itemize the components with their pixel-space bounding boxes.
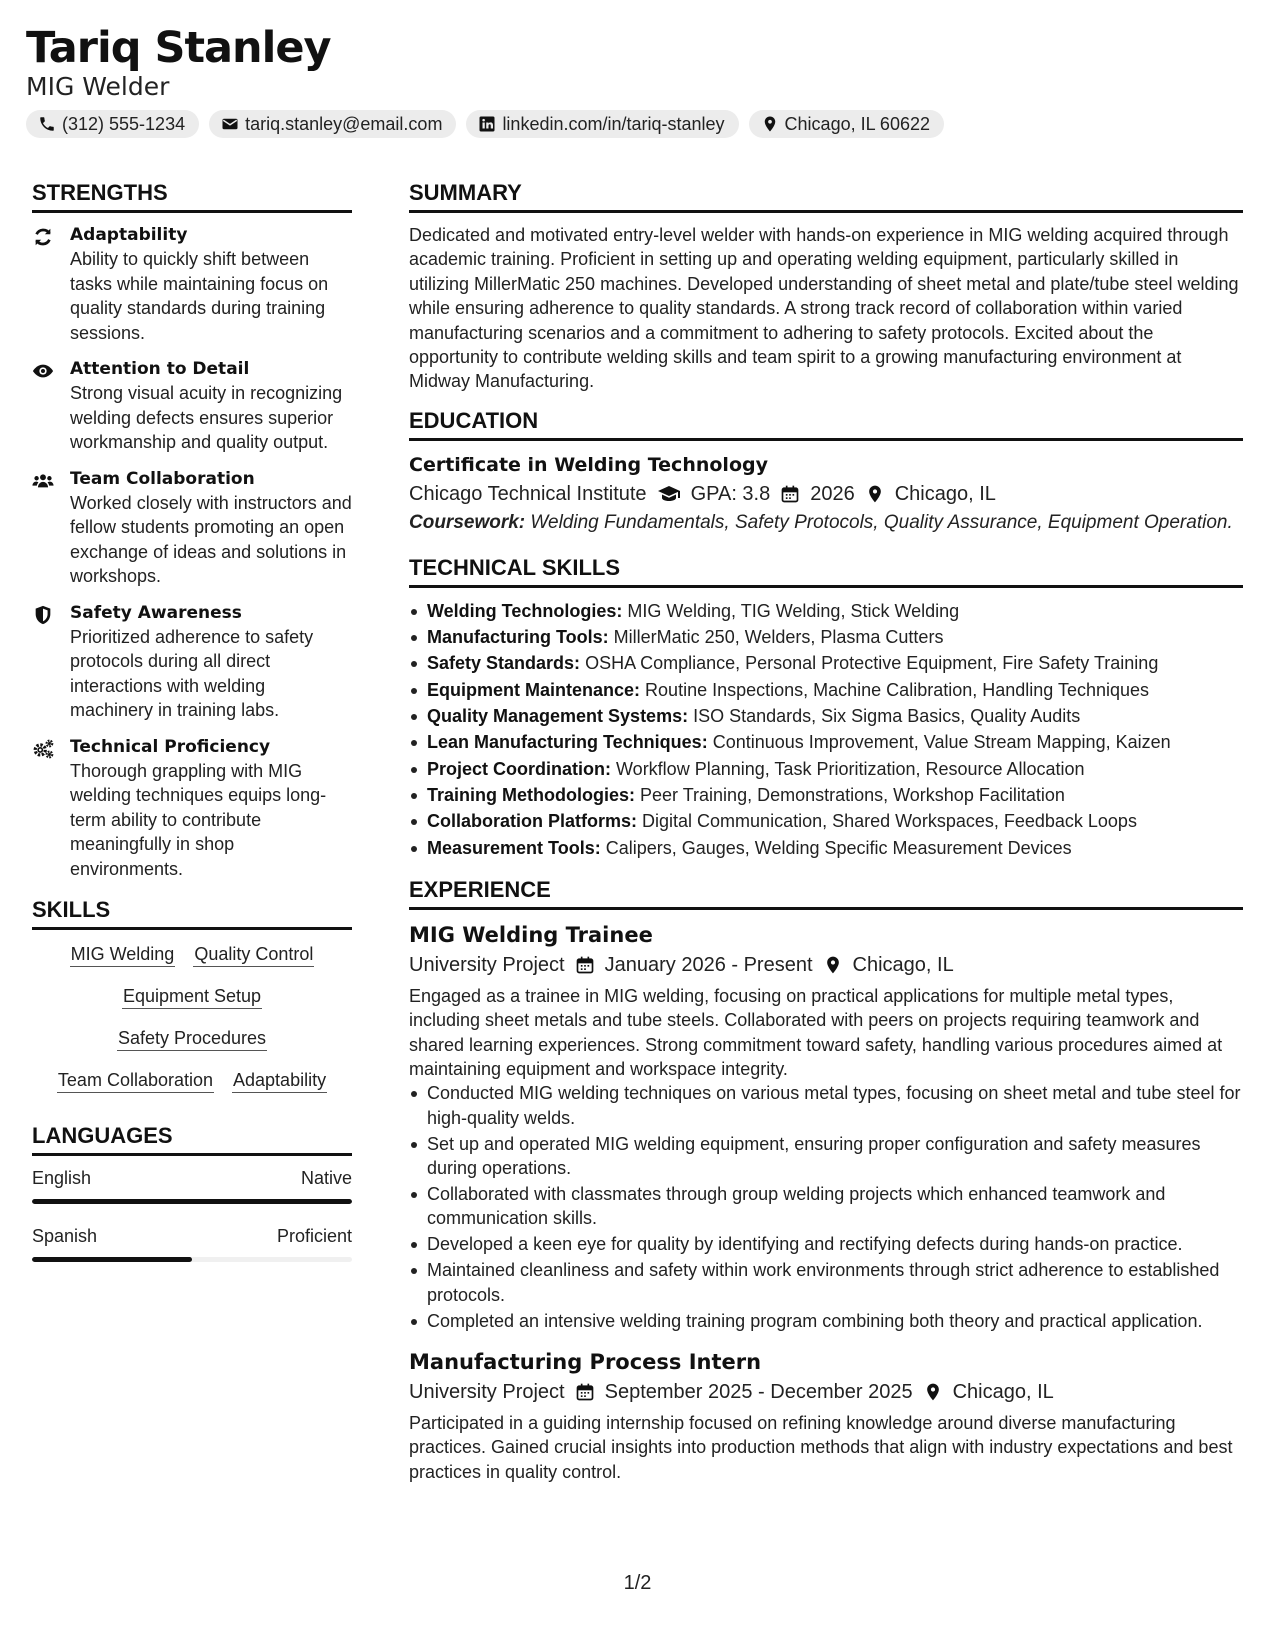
language-bar-fill: [32, 1257, 192, 1262]
strengths-title: STRENGTHS: [32, 180, 352, 213]
list-item: Collaborated with classmates through group welding projects which enhanced teamwork and communication skills.: [409, 1182, 1243, 1231]
shield-icon: [32, 604, 54, 626]
education-location: Chicago, IL: [894, 482, 996, 505]
list-item: Collaboration Platforms: Digital Communication, Shared Workspaces, Feedback Loops: [409, 808, 1243, 834]
skills-section: [32, 897, 352, 1093]
list-item: Conducted MIG welding techniques on various metal types, focusing on sheet metal and tube steel for high-quality welds.: [409, 1081, 1243, 1130]
job-entry: [409, 920, 1243, 1333]
job-location: Chicago, IL: [952, 1381, 1054, 1403]
language-name: English: [32, 1168, 92, 1188]
strength-desc: Worked closely with instructors and fellow students promoting an open exchange of ideas and solutions in workshops.: [70, 492, 352, 586]
list-item: Training Methodologies: Peer Training, Demonstrations, Workshop Facilitation: [409, 782, 1243, 808]
job-meta: [409, 1377, 1243, 1407]
language-bar-fill: [32, 1199, 352, 1204]
education-meta: [409, 479, 1243, 509]
calendar-icon: [780, 484, 800, 504]
experience-section: [409, 877, 1243, 1484]
contact-location-text: Chicago, IL 60622: [784, 113, 930, 134]
strength-title: Adaptability: [70, 225, 188, 245]
strength-item: [32, 223, 352, 345]
list-item: Manufacturing Tools: MillerMatic 250, Welders, Plasma Cutters: [409, 624, 1243, 650]
skill-tag: Adaptability: [232, 1068, 327, 1093]
contact-linkedin-text: linkedin.com/in/tariq-stanley: [502, 113, 725, 134]
degree-title: Certificate in Welding Technology: [409, 453, 768, 476]
language-bar: [32, 1257, 352, 1262]
strength-desc: Thorough grappling with MIG welding techniques equips long-term ability to contribute meaningfully in shop environments.: [70, 760, 327, 879]
skill-tag: MIG Welding: [70, 942, 176, 967]
job-org: University Project: [409, 1381, 565, 1403]
contact-location[interactable]: [749, 110, 944, 138]
list-item: Developed a keen eye for quality by identifying and rectifying defects during hands-on practice.: [409, 1232, 1243, 1256]
strength-desc: Strong visual acuity in recognizing welding defects ensures superior workmanship and quality output.: [70, 383, 343, 452]
envelope-icon: [221, 115, 239, 133]
job-title: MIG Welding Trainee: [409, 922, 653, 947]
language-item: [32, 1166, 352, 1204]
list-item: Measurement Tools: Calipers, Gauges, Welding Specific Measurement Devices: [409, 835, 1243, 861]
job-description: Engaged as a trainee in MIG welding, focusing on practical applications for multiple metal types, including sheet metals and tube steels. Collaborated with peers on projects requiring teamwork and shared learning experiences. Strong commitment toward safety, handling various procedures aimed at maintaining equipment and workspace integrity.: [409, 985, 1223, 1080]
map-pin-icon: [823, 955, 843, 975]
users-icon: [32, 470, 54, 492]
education-title: EDUCATION: [409, 408, 1243, 441]
skill-row: [32, 1068, 352, 1093]
candidate-name: Tariq Stanley: [26, 23, 331, 73]
left-column: [32, 180, 352, 1282]
education-section: [409, 408, 1243, 535]
list-item: Lean Manufacturing Techniques: Continuous Improvement, Value Stream Mapping, Kaizen: [409, 729, 1243, 755]
gears-icon: [32, 738, 54, 760]
graduation-cap-icon: [657, 482, 681, 506]
list-item: Quality Management Systems: ISO Standards, Six Sigma Basics, Quality Audits: [409, 703, 1243, 729]
skill-tag: Team Collaboration: [57, 1068, 214, 1093]
job-meta: [409, 950, 1243, 980]
technical-skills-list: [409, 598, 1243, 861]
graduation-year: 2026: [810, 482, 855, 505]
summary-title: SUMMARY: [409, 180, 1243, 213]
strength-title: Technical Proficiency: [70, 736, 271, 757]
job-entry: [409, 1347, 1243, 1484]
technical-skills-section: [409, 555, 1243, 861]
phone-icon: [38, 115, 56, 133]
contact-email[interactable]: [209, 110, 456, 138]
list-item: Maintained cleanliness and safety within work environments through strict adherence to established protocols.: [409, 1258, 1243, 1307]
job-org: University Project: [409, 953, 565, 976]
language-level: Native: [300, 1168, 352, 1188]
coursework: [409, 511, 1243, 535]
contact-phone[interactable]: [26, 110, 199, 138]
language-item: [32, 1224, 352, 1262]
resume-header: [26, 22, 1246, 138]
strength-item: [32, 601, 352, 723]
job-dates: September 2025 - December 2025: [604, 1381, 913, 1403]
languages-section: [32, 1123, 352, 1262]
strength-title: Safety Awareness: [70, 602, 242, 623]
list-item: Set up and operated MIG welding equipment, ensuring proper configuration and safety measures during operations.: [409, 1132, 1243, 1181]
job-description: Participated in a guiding internship focused on refining knowledge around diverse manufacturing practices. Gained crucial insights into production methods that align with industry expectations and best practices in quality control.: [409, 1413, 1233, 1482]
coursework-text: Welding Fundamentals, Safety Protocols, Quality Assurance, Equipment Operation.: [530, 511, 1233, 533]
skill-tag: Equipment Setup: [122, 984, 262, 1009]
map-pin-icon: [923, 1382, 943, 1402]
list-item: Welding Technologies: MIG Welding, TIG Welding, Stick Welding: [409, 598, 1243, 624]
strength-item: [32, 467, 352, 589]
strength-item: [32, 357, 352, 455]
map-pin-icon: [865, 484, 885, 504]
summary-section: [409, 180, 1243, 394]
refresh-icon: [32, 226, 54, 248]
list-item: Project Coordination: Workflow Planning, Task Prioritization, Resource Allocation: [409, 756, 1243, 782]
job-location: Chicago, IL: [852, 953, 954, 976]
skills-title: SKILLS: [32, 897, 352, 930]
page-number: 1/2: [623, 1572, 652, 1594]
coursework-label: Coursework:: [409, 511, 526, 533]
contact-email-text: tariq.stanley@email.com: [245, 113, 443, 134]
job-bullets: [409, 1081, 1243, 1333]
summary-text: Dedicated and motivated entry-level welder with hands-on experience in MIG welding acquired through academic training. Proficient in setting up and operating welding equipment, particularly skilled in utilizing MillerMatic 250 machines. Developed understanding of sheet metal and plate/tube steel welding while ensuring adherence to quality standards. A strong track record of collaboration within varied manufacturing scenarios and a commitment to adhering to safety protocols. Excited about the opportunity to contribute welding skills and team spirit to a growing manufacturing environment at Midway Manufacturing.: [409, 225, 1239, 392]
language-bar: [32, 1199, 352, 1204]
calendar-icon: [575, 1382, 595, 1402]
list-item: Completed an intensive welding training program combining both theory and practical application.: [409, 1309, 1243, 1333]
list-item: Equipment Maintenance: Routine Inspections, Machine Calibration, Handling Techniques: [409, 677, 1243, 703]
experience-title: EXPERIENCE: [409, 877, 1243, 910]
strength-title: Attention to Detail: [70, 359, 250, 379]
language-name: Spanish: [32, 1226, 98, 1246]
contact-linkedin[interactable]: [466, 110, 738, 138]
strength-desc: Prioritized adherence to safety protocols during all direct interactions with welding machinery in training labs.: [70, 626, 314, 720]
skill-row: [32, 984, 352, 1009]
calendar-icon: [575, 955, 595, 975]
contact-bar: [26, 110, 1246, 138]
technical-skills-title: TECHNICAL SKILLS: [409, 555, 1243, 588]
language-level: Proficient: [276, 1226, 352, 1246]
strength-desc: Ability to quickly shift between tasks while maintaining focus on quality standards during training sessions.: [70, 249, 329, 343]
skill-row: [32, 1026, 352, 1051]
list-item: Safety Standards: OSHA Compliance, Personal Protective Equipment, Fire Safety Training: [409, 650, 1243, 676]
school-name: Chicago Technical Institute: [409, 482, 647, 505]
linkedin-icon: [478, 115, 496, 133]
candidate-role: MIG Welder: [26, 72, 170, 101]
job-dates: January 2026 - Present: [604, 953, 813, 976]
skill-tag: Safety Procedures: [117, 1026, 267, 1051]
contact-phone-text: (312) 555-1234: [62, 113, 186, 134]
strength-item: [32, 735, 352, 882]
skill-row: [32, 942, 352, 967]
languages-title: LANGUAGES: [32, 1123, 352, 1156]
job-title: Manufacturing Process Intern: [409, 1350, 762, 1374]
skill-tag: Quality Control: [193, 942, 314, 967]
strength-title: Team Collaboration: [70, 468, 255, 489]
map-pin-icon: [761, 115, 779, 133]
eye-icon: [32, 360, 54, 382]
right-column: [409, 180, 1243, 1498]
gpa: GPA: 3.8: [690, 482, 771, 505]
